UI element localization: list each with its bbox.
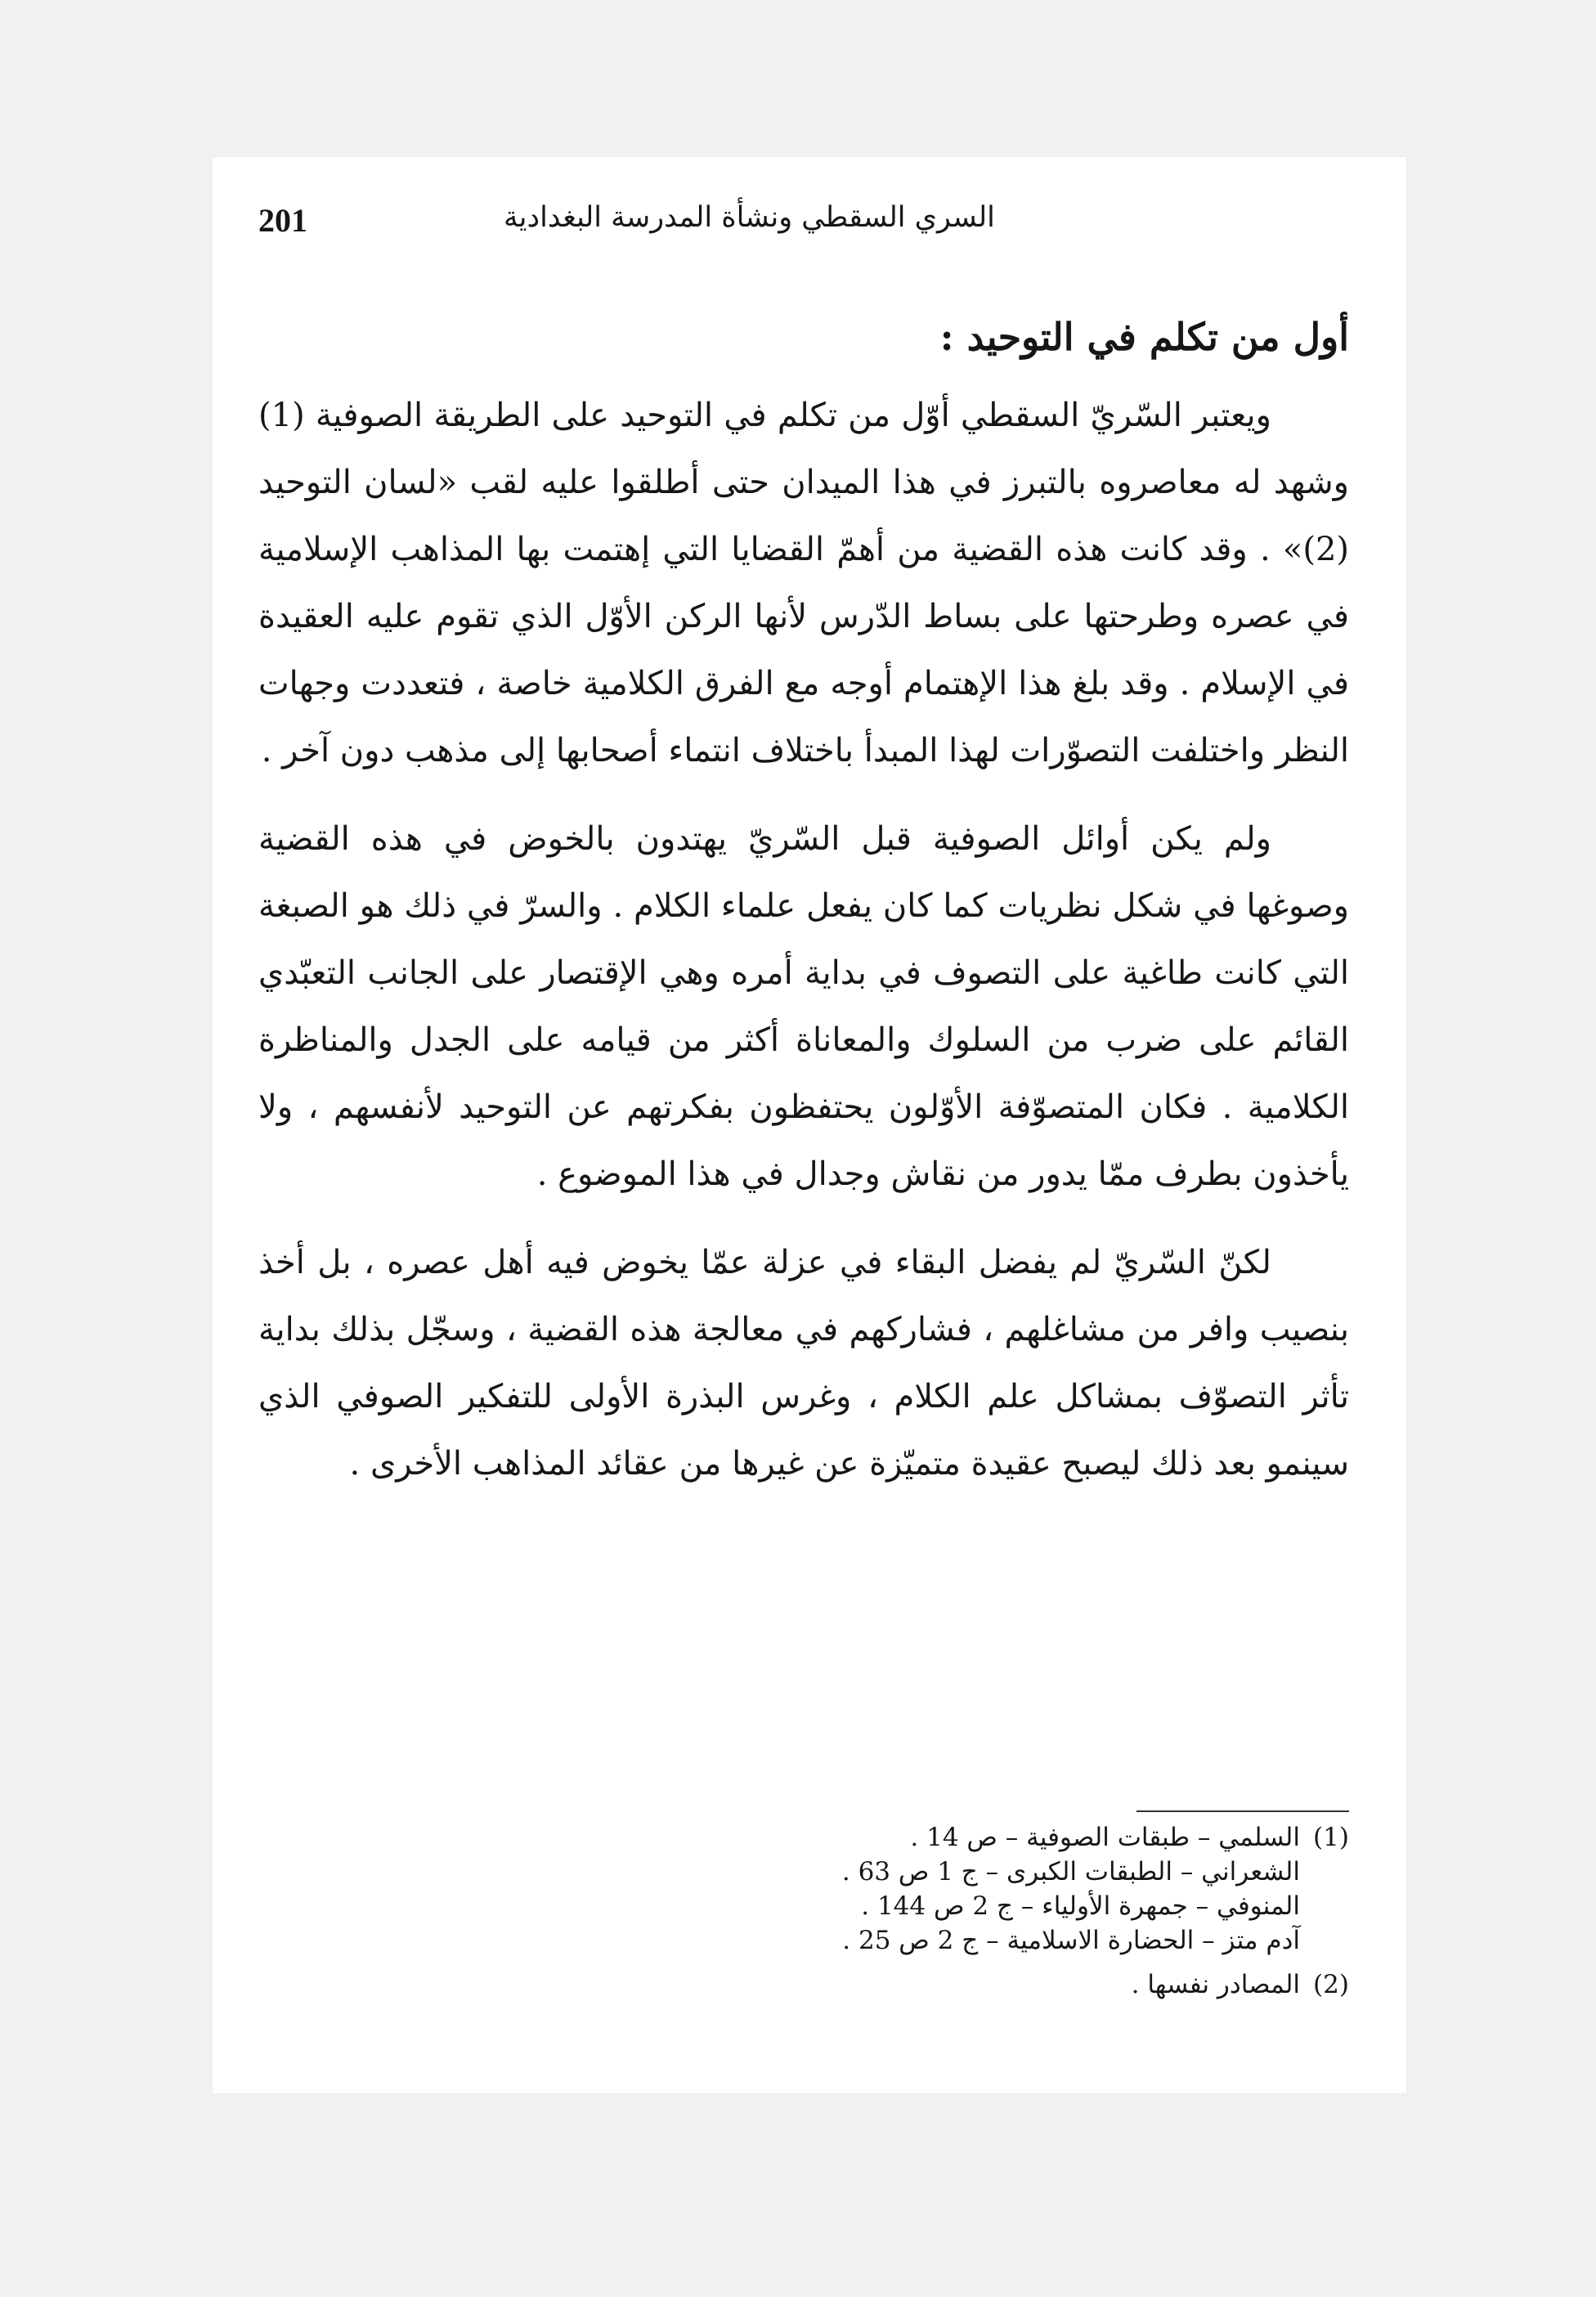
footnote-divider — [1136, 1810, 1349, 1812]
book-page — [213, 157, 1406, 2093]
paragraph-3: لكنّ السّريّ لم يفضل البقاء في عزلة عمّا يخوض فيه أهل عصره ، بل أخذ بنصيب وافر من مشاغلهم ، فشاركهم في معالجة هذه القضية ، وسجّل بذلك بداية تأثر التصوّف بمشاكل علم الكلام ، وغرس البذرة الأولى للتفكير الصوفي الذي سينمو بعد ذلك ليصبح عقيدة متميّزة عن غيرها من عقائد المذاهب الأخرى . — [258, 1244, 1349, 1483]
footnote-1-number: (1) — [1313, 1823, 1349, 1852]
footnote-1-first-line — [258, 1820, 1349, 1855]
footnote-2-number: (2) — [1313, 1970, 1349, 1999]
footnotes — [258, 1820, 1349, 2002]
page-header — [258, 190, 1349, 255]
footnote-1-source: الشعراني – الطبقات الكبرى – ج 1 ص 63 . — [841, 1857, 1300, 1887]
footnote-1-source: السلمي – طبقات الصوفية – ص 14 . — [910, 1823, 1300, 1852]
section-heading: أول من تكلم في التوحيد : — [939, 315, 1349, 359]
paragraph-2: ولم يكن أوائل الصوفية قبل السّريّ يهتدون بالخوض في هذه القضية وصوغها في شكل نظريات كما كان يفعل علماء الكلام . والسرّ في ذلك هو الصبغة التي كانت طاغية على التصوف في بداية أمره وهي الإقتصار على الجانب التعبّدي القائم على ضرب من السلوك والمعاناة أكثر من قيامه على الجدل والمناظرة الكلامية . فكان المتصوّفة الأوّلون يحتفظون بفكرتهم عن التوحيد لأنفسهم ، ولا يأخذون بطرف ممّا يدور من نقاش وجدال في هذا الموضوع . — [258, 820, 1349, 1193]
footnote-1-source: المنوفي – جمهرة الأولياء – ج 2 ص 144 . — [861, 1891, 1300, 1921]
footnote-2-text: المصادر نفسها . — [1131, 1970, 1300, 1999]
page-number: 201 — [258, 202, 307, 239]
footnote-2 — [258, 1967, 1349, 2002]
page-content — [258, 157, 1349, 2093]
paragraph-1: ويعتبر السّريّ السقطي أوّل من تكلم في التوحيد على الطريقة الصوفية (1) وشهد له معاصروه بالتبرز في هذا الميدان حتى أطلقوا عليه لقب «لسان التوحيد (2)» . وقد كانت هذه القضية من أهمّ القضايا التي إهتمت بها المذاهب الإسلامية في عصره وطرحتها على بساط الدّرس لأنها الركن الأوّل الذي تقوم عليه العقيدة في الإسلام . وقد بلغ هذا الإهتمام أوجه مع الفرق الكلامية خاصة ، فتعددت وجهات النظر واختلفت التصوّرات لهذا المبدأ باختلاف انتماء أصحابها إلى مذهب دون آخر . — [258, 397, 1349, 769]
footnote-1-source: آدم متز – الحضارة الاسلامية – ج 2 ص 25 . — [842, 1926, 1300, 1955]
main-text — [258, 308, 1349, 1497]
running-title: السري السقطي ونشأة المدرسة البغدادية — [504, 201, 995, 234]
